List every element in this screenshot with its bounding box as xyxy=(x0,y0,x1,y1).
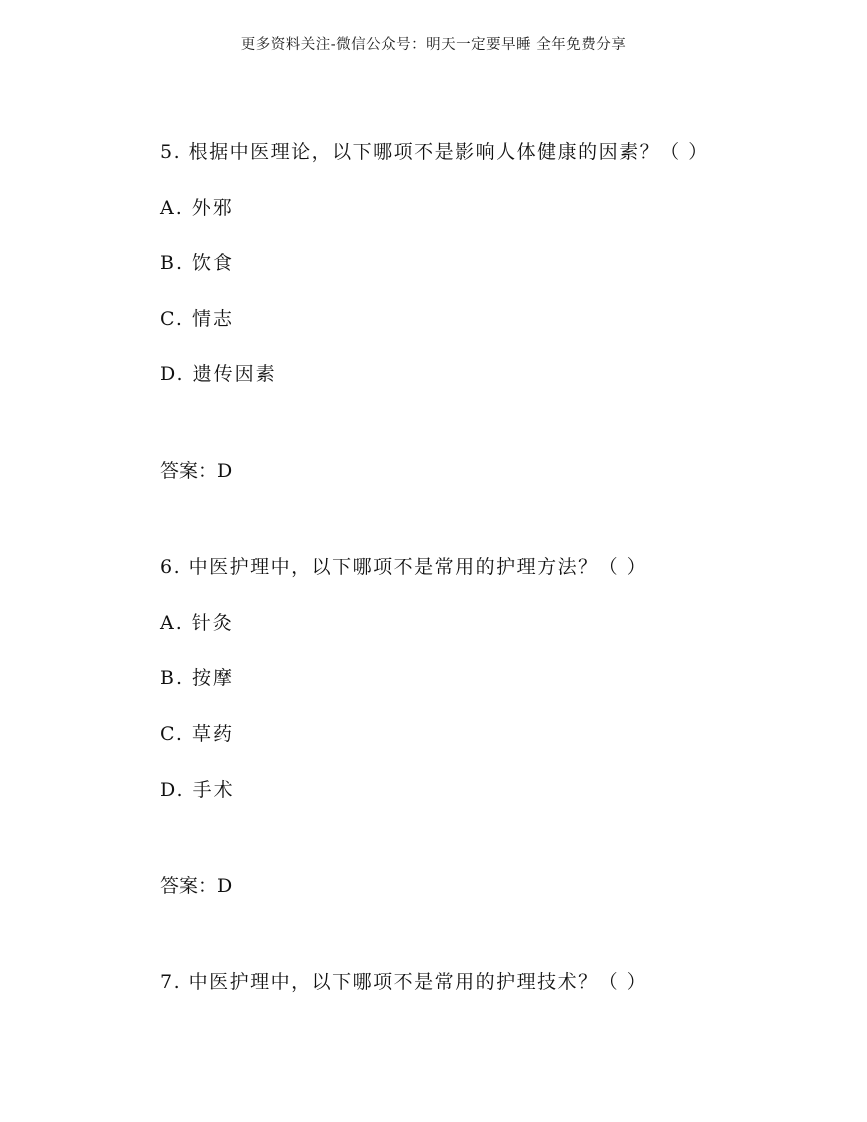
question-5-stem: 5. 根据中医理论，以下哪项不是影响人体健康的因素？（ ） xyxy=(160,141,709,163)
question-6-option-d: D. 手术 xyxy=(160,779,235,801)
question-6-option-b: B. 按摩 xyxy=(160,667,235,689)
question-6-stem: 6. 中医护理中，以下哪项不是常用的护理方法？（ ） xyxy=(160,556,648,578)
question-5-option-c: C. 情志 xyxy=(160,308,234,330)
question-5-option-b: B. 饮食 xyxy=(160,252,235,274)
question-7-stem: 7. 中医护理中，以下哪项不是常用的护理技术？（ ） xyxy=(160,971,648,993)
question-6-answer: 答案：D xyxy=(160,875,233,897)
question-5-answer: 答案：D xyxy=(160,460,233,482)
question-5-option-a: A. 外邪 xyxy=(160,197,234,219)
question-6-option-a: A. 针灸 xyxy=(160,612,234,634)
question-6-option-c: C. 草药 xyxy=(160,723,234,745)
page-header-note: 更多资料关注-微信公众号：明天一定要早睡 全年免费分享 xyxy=(240,37,627,53)
question-5-option-d: D. 遗传因素 xyxy=(160,363,277,385)
